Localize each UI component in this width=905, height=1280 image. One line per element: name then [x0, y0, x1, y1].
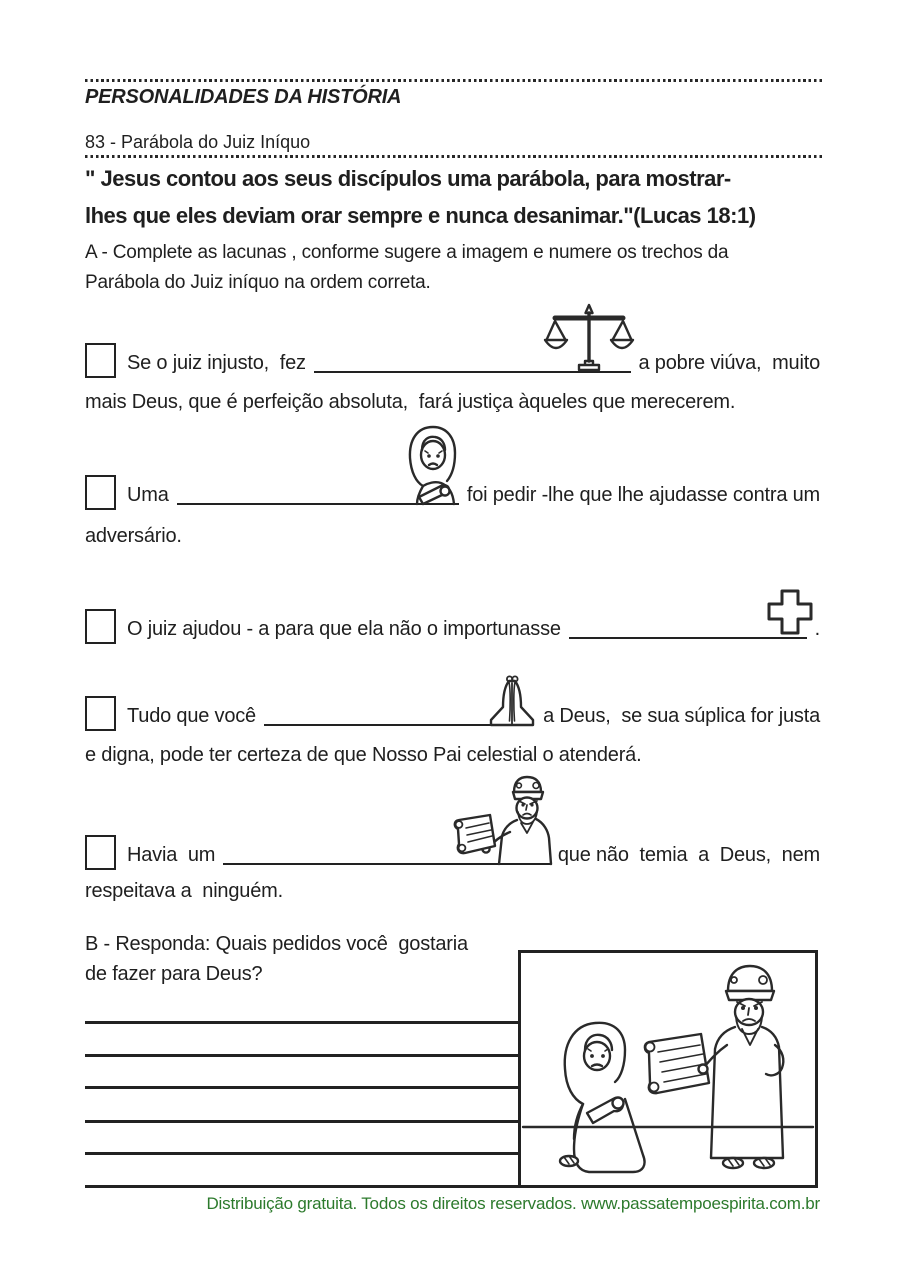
- item-text-post: foi pedir -lhe que lhe ajudasse contra um: [466, 484, 820, 506]
- dotted-divider-top: [85, 79, 822, 82]
- praying-hands-icon: [487, 730, 537, 731]
- scales-of-justice-icon: [545, 377, 633, 378]
- order-number-checkbox[interactable]: [85, 835, 116, 870]
- judge-with-scroll-icon: [452, 869, 552, 870]
- widow-kneeling-before-judge-illustration: [521, 953, 815, 1185]
- order-number-checkbox[interactable]: [85, 343, 116, 378]
- answer-line[interactable]: [85, 1185, 518, 1188]
- item-text-continuation: mais Deus, que é perfeição absoluta, fará justiça àqueles que merecerem.: [85, 391, 736, 413]
- item-text-post: a Deus, se sua súplica for justa: [543, 705, 820, 727]
- section-b-question-line2: de fazer para Deus?: [85, 963, 263, 985]
- scripture-quote-line2: lhes que eles deviam orar sempre e nunca desanimar."(Lucas 18:1): [85, 203, 756, 228]
- section-a-instruction-line2: Parábola do Juiz iníquo na ordem correta.: [85, 272, 431, 293]
- item-text-pre: Se o juiz injusto, fez: [127, 352, 306, 374]
- exercise-item-3: [85, 607, 820, 644]
- section-b-question-line1: B - Responda: Quais pedidos você gostaria: [85, 933, 468, 955]
- item-text-continuation: adversário.: [85, 525, 182, 547]
- item-text-pre: Tudo que você: [127, 705, 256, 727]
- dotted-divider-under-title: [85, 155, 822, 158]
- scripture-quote-line1: " Jesus contou aos seus discípulos uma parábola, para mostrar-: [85, 166, 731, 191]
- item-text-post: a pobre viúva, muito: [638, 352, 820, 374]
- exercise-item-4: [85, 694, 820, 731]
- answer-line[interactable]: [85, 1086, 518, 1089]
- order-number-checkbox[interactable]: [85, 696, 116, 731]
- item-text-continuation: respeitava a ninguém.: [85, 880, 283, 902]
- fill-in-blank[interactable]: [264, 722, 491, 726]
- item-text-post: que não temia a Deus, nem: [557, 844, 820, 866]
- footer-credit: Distribuição gratuita. Todos os direitos reservados. www.passatempoespirita.com.br: [206, 1194, 820, 1213]
- item-text-post: .: [814, 618, 820, 640]
- section-a-instruction-line1: A - Complete as lacunas , conforme sugere a imagem e numere os trechos da: [85, 242, 729, 263]
- exercise-item-1: [85, 341, 820, 378]
- item-text-pre: Uma: [127, 484, 169, 506]
- illustration-frame: [518, 950, 818, 1188]
- widow-icon: [405, 509, 461, 510]
- fill-in-blank[interactable]: [569, 635, 807, 639]
- item-text-continuation: e digna, pode ter certeza de que Nosso Pai celestial o atenderá.: [85, 744, 642, 766]
- plus-cross-icon: [767, 643, 813, 644]
- exercise-item-2: [85, 473, 820, 510]
- order-number-checkbox[interactable]: [85, 475, 116, 510]
- series-title: PERSONALIDADES DA HISTÓRIA: [85, 86, 402, 108]
- item-text-pre: O juiz ajudou - a para que ela não o importunasse: [127, 618, 561, 640]
- answer-line[interactable]: [85, 1021, 518, 1024]
- answer-line[interactable]: [85, 1152, 518, 1155]
- answer-line[interactable]: [85, 1054, 518, 1057]
- item-text-pre: Havia um: [127, 844, 216, 866]
- exercise-item-5: [85, 833, 820, 870]
- order-number-checkbox[interactable]: [85, 609, 116, 644]
- answer-line[interactable]: [85, 1120, 518, 1123]
- lesson-title: 83 - Parábola do Juiz Iníquo: [85, 132, 311, 152]
